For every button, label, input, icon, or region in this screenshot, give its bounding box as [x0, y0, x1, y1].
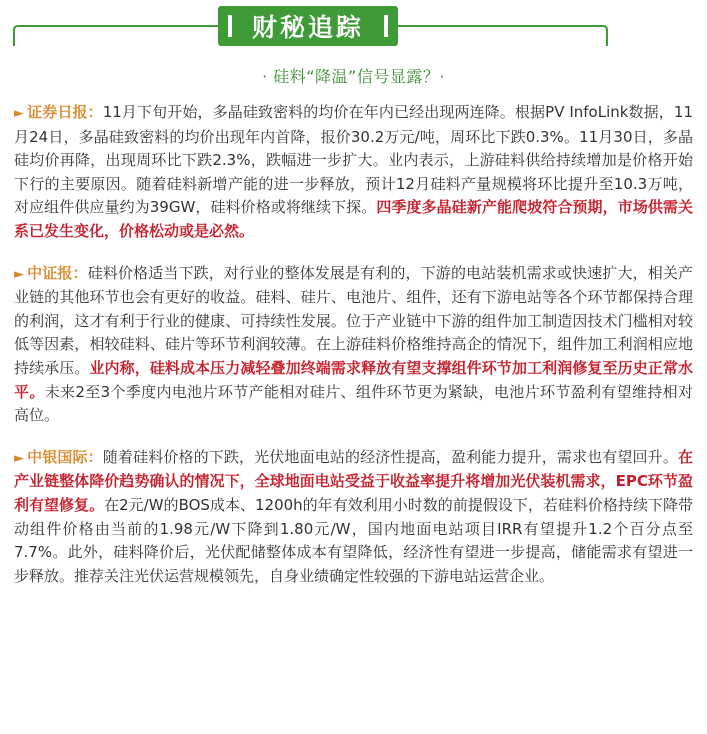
highlight-text: 业内称，硅料成本压力减轻叠加终端需求释放有望支撑组件环节加工利润修复至历史正常水平。	[14, 358, 693, 401]
title-bar-left	[228, 15, 232, 37]
source-label: 中证报：	[27, 263, 88, 282]
title-bar-right	[384, 15, 388, 37]
play-arrow-icon: ►	[14, 450, 24, 466]
page-title: 财秘追踪	[251, 13, 364, 42]
paragraph-text: 硅料价格适当下跌，对行业的整体发展是有利的，下游的电站装机需求或快速扩大，相关产业链的其他环节也会有更好的收益。硅料、硅片、电池片、组件，还有下游电站等各个环节都保持合理的利润，这才有利于行业的健康、可持续性发展。位于产业链中下游的组件加工制造因技术门槛相对较低等因素，相较硅料、硅片等环节利润较薄。在上游硅料价格维持高企的情况下，组件加工利润相应地持续承压。	[14, 263, 693, 377]
paragraph-tail: 在2元/W的BOS成本、1200h的年有效利用小时数的前提假设下，若硅料价格持续下降带动组件价格由当前的1.98元/W下降到1.80元/W，国内地面电站项目IRR有望提升1.2个百分点至7.7%。此外，硅料降价后，光伏配储整体成本有望降低，经济性有望进一步提高，储能需求有望进一步释放。推荐关注光伏运营规模领先，自身业绩确定性较强的下游电站运营企业。	[14, 495, 693, 585]
play-arrow-icon: ►	[14, 106, 24, 121]
source-label: 证券日报：	[27, 103, 103, 121]
paragraph-tail: 未来2至3个季度内电池片环节产能相对硅片、组件环节更为紧缺，电池片环节盈利有望维持相对高位。	[14, 382, 693, 425]
paragraph-securities-daily	[14, 101, 693, 244]
highlight-text: 在产业链整体降价趋势确认的情况下，全球地面电站受益于收益率提升将增加光伏装机需求，EPC环节盈利有望修复。	[14, 447, 693, 514]
paragraph-boc-international	[14, 446, 693, 589]
paragraph-china-securities	[14, 262, 693, 428]
title-badge	[218, 6, 398, 46]
page-subtitle: · 硅料“降温”信号显露？·	[262, 67, 445, 86]
play-arrow-icon: ►	[14, 266, 24, 282]
section-header	[0, 0, 707, 56]
article-content	[0, 101, 707, 588]
source-label: 中银国际：	[27, 447, 103, 466]
paragraph-text: 随着硅料价格的下跌，光伏地面电站的经济性提高，盈利能力提升，需求也有望回升。	[102, 447, 678, 466]
paragraph-text: 11月下旬开始，多晶硅致密料的均价在年内已经出现两连降。根据PV InfoLink数据，11月24日，多晶硅致密料的均价出现年内首降，报价30.2万元/吨，周环比下跌0.3%。11月30日，多晶硅均价再降，出现周环比下跌2.3%，跌幅进一步扩大。业内表示，上游硅料供给持续增加是价格开始下行的主要原因。随着硅料新增产能的进一步释放，预计12月硅料产量规模将环比提升至10.3万吨，对应组件供应量约为39GW，硅料价格或将继续下探。	[14, 103, 693, 217]
highlight-text: 四季度多晶硅新产能爬坡符合预期，市场供需关系已发生变化，价格松动或是必然。	[14, 198, 693, 240]
